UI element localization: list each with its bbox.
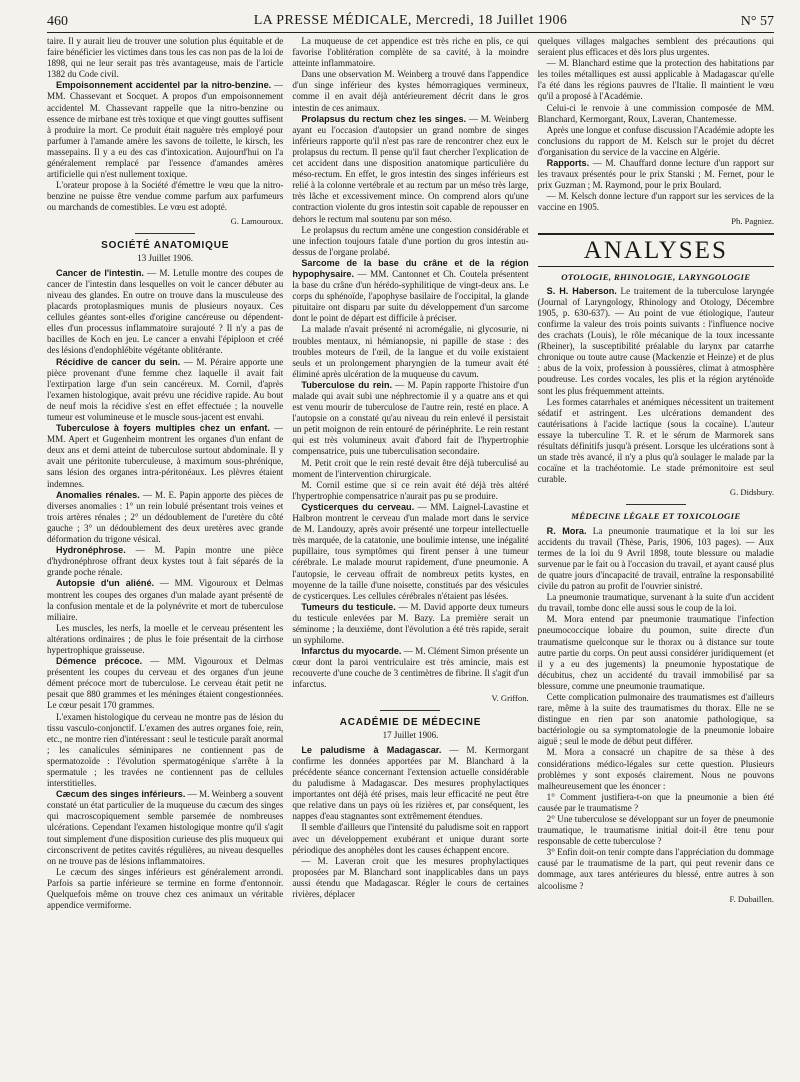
article-heading: Rapports. [546, 158, 590, 169]
article-heading: Récidive de cancer du sein. [56, 356, 181, 367]
article-heading: Le paludisme à Madagascar. [301, 744, 442, 755]
article-heading: Tuberculose à foyers multiples chez un enfant. [56, 423, 270, 434]
article-heading: S. H. Haberson. [546, 285, 617, 296]
article-testicule [292, 602, 528, 646]
column-3 [538, 36, 774, 1082]
article-rein [292, 380, 528, 458]
paragraph: 1° Comment justifiera-t-on que la pneumonie a bien été causée par le traumatisme ? [537, 791, 774, 813]
paragraph: Les formes catarrhales et anémiques nécessitent un traitement sédatif et astringent. Les ulcérations demandent des cautérisations à l'acide lactique (sous la cocaïne). L'auteur essaye la tuberculine T. R. et le sérum de Marmorek sans résultats définitifs jusqu'à présent. Lorsque les ulcérations sont à un stade très avancé, il n'y a plus qu'à soulager le malade par la cocaïne et la trachéotomie. Le stade prémonitoire est seul curable. [537, 396, 774, 485]
article-empoisonnement [47, 80, 283, 180]
article-text: — MM. Vigouroux et Delmas présentent les coupes du cerveau et des organes d'un jeune dément précoce mort de tuberculose. Le cerveau était petit ne pesait que 880 grammes et les méninges étaient congestionnées. Le cœur pesait 170 grammes. [47, 656, 284, 711]
columns [47, 36, 774, 1082]
paragraph: La pneumonie traumatique, survenant à la suite d'un accident du travail, tombe donc elle aussi sous le coup de la loi. [537, 592, 774, 614]
divider [380, 710, 440, 711]
issue-number: N° 57 [740, 14, 774, 29]
signature: V. Griffon. [491, 692, 529, 703]
article-infarctus [292, 646, 528, 690]
analyses-title: ANALYSES [538, 233, 774, 267]
article-text: — M. Papin montre une pièce d'hydronéphrose offrant deux kystes tout à fait séparés de la grande poche rénale. [47, 545, 284, 578]
section-date: 17 Juillet 1906. [382, 729, 439, 740]
article-text: — M. Chauffard donne lecture d'un rapport sur les travaux présentés pour le prix Stanski ; M. Fernet, pour le prix Guzman ; M. Raymond, pour le prix Boulard. [537, 158, 774, 191]
paragraph: Le prolapsus du rectum amène une congestion considérable et une infection toujours fatale d'une portion du gros intestin au-dessus de l'organe prolabé. [292, 224, 529, 257]
divider [135, 233, 195, 234]
article-haberson [538, 286, 774, 397]
article-text: — M. Papin rapporte l'histoire d'un malade qui avait subi une néphrectomie il y a quatre ans et qui est venu mourir de tuberculose de l'autre rein, resté en place. A l'autopsie on a constaté qu'au niveau du rein enlevé il persistait un petit moignon de rein entouré de périnéphrite. Le rein restant qui est très volumineux avait d'abord fait de l'hypertrophie compensatrice, puis une tuberculisation secondaire. [292, 379, 529, 457]
paragraph: L'orateur propose à la Société d'émettre le vœu que la nitro-benzine ne puisse être vendue comme parfum aux parfumeurs ou marchands de comestibles. Le vœu est adopté. [47, 180, 284, 213]
signature: G. Lamouroux. [230, 215, 284, 226]
article-heading: Hydronéphrose. [56, 545, 126, 556]
article-heading: Prolapsus du rectum chez les singes. [301, 113, 467, 124]
article-text: Le traitement de la tuberculose laryngée (Journal of Laryngology, Rhinology and Otology, Décembre 1905, p. 630-637). — Au point de vue étiologique, l'auteur confirme la valeur des trois points suivants : l'influence nocive des crachats (Louis), le rôle mécanique de la toux incessante (Rheiner), la susceptibilité préalable du larynx par catarrhe chronique ou toute autre cause (Mackenzie et Heinze) et de plus : abus de la voix, profession à poussières, climat à atmosphère poudreuse. Les cordes vocales, les plis et la région aryténoïde sont les plus fréquemment atteints. [537, 285, 774, 396]
signature: Ph. Pagniez. [731, 215, 774, 226]
article-demence [47, 656, 283, 711]
signature: F. Dubaillen. [729, 893, 774, 904]
paragraph: Le cæcum des singes inférieurs est généralement arrondi. Parfois sa partie inférieure se termine en forme d'entonnoir. Quelquefois même on trouve chez ces animaux un véritable appendice vermiforme. [47, 866, 284, 911]
paragraph: — M. Blanchard estime que la protection des habitations par les toiles métalliques est aussi applicable à Madagascar qu'elle l'a été dans les régions pauvres de l'Italie. Il maintient le vœu qu'il a proposé à l'Académie. [537, 58, 774, 102]
article-heading: Autopsie d'un aliéné. [56, 578, 155, 589]
paragraph: Après une longue et confuse discussion l'Académie adopte les conclusions du rapport de M. Kelsch sur le projet du décret d'organisation du service de la vaccine en Algérie. [537, 124, 774, 157]
paragraph: Les muscles, les nerfs, la moelle et le cerveau présentent les altérations ordinaires ; de plus le foie présentait de la cirrhose hypertrophique graisseuse. [47, 622, 284, 655]
article-heading: Anomalies rénales. [56, 489, 140, 500]
article-text: — MM. Apert et Gugenheim montrent les organes d'un enfant de deux ans et demi atteint de tuberculose surtout abdominale. Il y avait une péritonite tuberculeuse, à maximum sous-phrénique, sans lésion des organes intra-péritonéaux. Les plèvres étaient indemnes. [47, 423, 284, 489]
paragraph: Il semble d'ailleurs que l'intensité du paludisme soit en rapport avec un développement exubérant et unique durant sorte périodique des anophèles dont les causes échappent encore. [292, 822, 529, 855]
article-text: — MM. Vigouroux et Delmas montrent les coupes des organes d'un malade ayant présenté de la confusion mentale et de la polynévrite et mort de tuberculose miliaire. [47, 578, 284, 622]
article-hydronephrose [47, 545, 283, 578]
paragraph: — M. Kelsch donne lecture d'un rapport sur les services de la vaccine en 1905. [537, 191, 774, 213]
section-title: ACADÉMIE DE MÉDECINE [339, 716, 482, 728]
paragraph: quelques villages malgaches semblent des précautions qui seraient plus efficaces et dès lors plus urgentes. [537, 36, 774, 58]
article-text: — MM. Cantonnet et Ch. Coutela présentent la base du crâne d'un hérédo-syphilitique de vingt-deux ans. Le corps du sphénoïde, l'apophyse basilaire de l'occipital, la glande pituitaire ont disparu par suite du développement d'un sarcome dont le point de départ est difficile à préciser. [292, 268, 529, 324]
paragraph: M. Mora a consacré un chapitre de sa thèse à des considérations médico-légales sur cette question. Plusieurs problèmes y sont exposés clairement. Nous ne pouvons malheureusement que les énoncer : [537, 747, 774, 791]
article-heading: Cancer de l'intestin. [56, 267, 144, 278]
article-sarcome [292, 258, 528, 325]
paragraph: L'examen histologique du cerveau ne montre pas de lésion du tissu vasculo-conjonctif. L'examen des autres organes foie, rein, etc., ne montre rien d'intéressant : seul le testicule paraît anormal ; les canalicules séminipares ne contiennent pas de spermatozoïde : l'évolution spermatogénique s'arrête à la spermatule ; les travées ne contiennent pas de cellules interstitielles. [47, 711, 284, 789]
article-autopsie [47, 578, 283, 622]
paragraph: 3° Enfin doit-on tenir compte dans l'appréciation du dommage causé par le traumatisme de la part, qui peut revenir dans ce dommage, aux tares antérieures du blessé, entre autres à son alcoolisme ? [537, 847, 774, 891]
article-rapports [538, 158, 774, 191]
article-cancer [47, 268, 283, 357]
article-heading: Cysticerques du cerveau. [301, 501, 415, 512]
paragraph: La muqueuse de cet appendice est très riche en plis, ce qui favorise l'oblitération complète de sa cavité, à la moindre atteinte inflammatoire. [292, 36, 529, 69]
article-text: — M. Clément Simon présente un cœur dont la paroi ventriculaire est très amincie, mais est recouverte d'une couche de 3 centimètres de fibrine. Il s'agit d'un infarctus. [292, 646, 529, 690]
paragraph: La malade n'avait présenté ni acromégalie, ni glycosurie, ni troubles mentaux, ni hémianopsie, ni papille de stase : des troubles moteurs de l'œil, de la langue et du voile existaient seuls et un prolongement pharyngien de la tumeur avait été éliminé après ulcération de la muqueuse du cavum. [292, 324, 529, 379]
paragraph: 2° Une tuberculose se développant sur un foyer de pneumonie traumatique, le traumatisme initial doit-il être tenu pour responsable de cette tuberculose ? [537, 814, 774, 847]
article-text: — MM. Chassevant et Socquet. A propos d'un empoisonnement accidentel M. Chassevant rappelle que la nitro-benzine ou essence de mirbane est très toxique et que vingt gouttes suffisent à produire la mort. Ce produit était naguère très employé pour parfumer à l'amande amère les savons de toilette, le kirsch, les massepains. Il y a eu des cas d'intoxication. Aujourd'hui on l'a généralement remplacé par l'essence d'amandes amères artificielle qui n'est nullement toxique. [47, 80, 284, 180]
article-text: — M. E. Papin apporte des pièces de diverses anomalies : 1° un rein lobulé présentant trois veines et trois artères rénales ; 2° un dédoublement de l'uretère du côté gauche ; 3° un dédoublement des deux uretères avec grande déformation du trigone vésical. [47, 489, 284, 545]
article-heading: Empoisonnement accidentel par la nitro-benzine. [56, 80, 272, 91]
article-prolapsus [292, 114, 528, 225]
section-date: 13 Juillet 1906. [137, 252, 194, 263]
paragraph: taire. Il y aurait lieu de trouver une solution plus équitable et de faire bénéficier les victimes dans tous les cas non pas de la loi de 1898, qui ne leur serait pas très avantageuse, mais de l'article 1382 du Code civil. [47, 36, 284, 80]
article-heading: Démence précoce. [56, 656, 143, 667]
subsection-title: OTOLOGIE, RHINOLOGIE, LARYNGOLOGIE [561, 271, 751, 282]
column-2 [292, 36, 528, 1082]
paragraph: Dans une observation M. Weinberg a trouvé dans l'appendice d'un singe inférieur des kystes hémorragiques vermineux, comme il en avait déjà antérieurement décrit dans le gros intestin de ces animaux. [292, 69, 529, 113]
article-text: — M. David apporte deux tumeurs du testicule enlevées par M. Bazy. La première serait un séminome ; la deuxième, dont l'évolution a été très rapide, serait un syphilome. [292, 601, 529, 646]
paragraph: — M. Laveran croit que les mesures prophylactiques proposées par M. Blanchard sont inapplicables dans un pays aussi étendu que Madagascar. Régler le cours de certaines rivières, déplacer [292, 855, 529, 900]
paragraph: M. Mora entend par pneumonie traumatique l'infection pneumococcique lobaire du poumon, suite directe d'un traumatisme quelconque sur le thorax ou à distance sur toute autre partie du corps. On peut aussi considérer juridiquement (et il y a eu des jugements) la pneumonie hypostatique de décubitus, chez un accidenté du travail immobilisé par sa blessure, comme une pneumonie traumatique. [537, 614, 774, 691]
article-text: — M. Letulle montre des coupes de cancer de l'intestin dans lesquelles on voit le cancer débuter au niveau des glandes. En outre on trouve dans la musculeuse des placards protoplasmiques munis de plusieurs noyaux. Ces cellules géantes sont-elles d'origine cancéreuse ou dépendent-elles d'un processus inflammatoire surajouté ? Il n'y a pas de bacilles de Koch en jeu. Le cancer a envahi l'épiploon et créé des lésions d'endophlébite végétante oblitérante. [47, 267, 284, 356]
paragraph: Cette complication pulmonaire des traumatismes est d'ailleurs rare, même à la suite des traumatismes du thorax. Elle ne se distingue en rien par son anatomie pathologique, sa bactériologie ou sa symptomatologie de la pneumonie lobaire aiguë ; seul le mode de début peut différer. [537, 691, 774, 747]
article-heading: Tumeurs du testicule. [301, 601, 396, 612]
article-paludisme [292, 745, 528, 823]
article-heading: Sarcome de la base du crâne et de la région hypophysaire. [292, 257, 529, 279]
article-text: La pneumonie traumatique et la loi sur les accidents du travail (Thèse, Paris, 1906, 103 pages). — Aux termes de la loi du 9 Avril 1898, toute blessure ou maladie survenue par le fait ou à l'occasion du travail, et ayant causé plus de quatre jours d'incapacité de travail, entraîne la responsabilité civile du patron au profit de l'ouvrier sinistré. [537, 525, 774, 592]
article-text: — M. Péraire apporte une pièce provenant d'une femme chez laquelle il avait fait l'extirpation large d'un sein cancéreux. M. Cornil, d'après l'examen histologique, avait prévu une récidive rapide. Au bout de neuf mois la récidive s'est en effet effectuée ; la nouvelle tumeur est volumineuse et le muscle sous-jacent est envahi. [47, 356, 284, 422]
article-caecum [47, 789, 283, 867]
article-text: — M. Kermorgant confirme les données apportées par M. Blanchard à la précédente séance concernant l'extension actuelle considérable du paludisme à Madagascar. Des mesures prophylactiques importantes ont déjà été prises, mais leur efficacité ne peut être que relative dans un pays où les rizières et, par conséquent, les nappes d'eau stagnantes sont extrêmement étendues. [292, 744, 529, 822]
divider [626, 504, 686, 505]
article-heading: Tuberculose du rein. [301, 379, 393, 390]
signature: G. Didsbury. [729, 487, 774, 498]
article-cysticerques [292, 502, 528, 602]
paragraph: M. Cornil estime que si ce rein avait été déjà très altéré l'hypertrophie compensatrice n'aurait pas pu se produire. [292, 479, 529, 501]
paragraph: M. Petit croit que le rein resté devait être déjà tuberculisé au moment de l'intervention chirurgicale. [292, 457, 529, 479]
article-anomalies [47, 490, 283, 545]
article-heading: R. Mora. [546, 525, 587, 536]
article-text: — M. Weinberg ayant eu l'occasion d'autopsier un grand nombre de singes inférieurs rapporte qu'il n'est pas rare de rencontrer chez eux le prolapsus du rectum. Il pense qu'il faut chercher l'explication de cet accident dans une disposition anatomique particulière du méso-rectum. En effet, le gros intestin des singes inférieurs est relié à la colonne vertébrale et au rectum par un méso très large, très lâche et excessivement mince. On comprend alors qu'une contraction violente du gros intestin soit capable de repousser en dehors le rectum mal soutenu par son méso. [292, 113, 529, 224]
section-title: SOCIÉTÉ ANATOMIQUE [101, 239, 230, 251]
article-recidive [47, 357, 283, 424]
article-tuberculose [47, 423, 283, 490]
paragraph: Celui-ci le renvoie à une commission composée de MM. Blanchard, Kermorgant, Roux, Laveran, Chantemesse. [537, 102, 774, 124]
column-1 [47, 36, 283, 1082]
page-header [47, 12, 774, 33]
article-heading: Cæcum des singes inférieurs. [56, 789, 186, 800]
article-mora [538, 526, 774, 593]
page-number: 460 [47, 14, 68, 29]
article-text: — MM. Laignel-Lavastine et Halbron montrent le cerveau d'un malade mort dans le service de M. Landouzy, après avoir présenté une torpeur intellectuelle très marquée, de la catatonie, une boulimie intense, une inégalité pupillaire, tous symptômes qui firent penser à une tumeur cérébrale. Le malade mourut rapidement, d'une pneumonie. A l'autopsie, le cerveau offrait de nombreux petits kystes, en moyenne de la taille d'une noisette, constitués par des vésicules de cysticerques. Les cellules cérébrales n'étaient pas lésées. [292, 501, 529, 601]
article-heading: Infarctus du myocarde. [301, 646, 402, 657]
journal-title: LA PRESSE MÉDICALE, Mercredi, 18 Juillet 1906 [253, 13, 568, 28]
subsection-title: MÉDECINE LÉGALE ET TOXICOLOGIE [571, 511, 741, 522]
article-text: — M. Weinberg a souvent constaté un état particulier de la muqueuse du cæcum des singes qui macroscopiquement semble parsemée de nombreuses ulcérations. Cependant l'examen histologique montre qu'il s'agit tout simplement d'une disposition curieuse des plis muqueux qui circonscrivent de petites cavités régulières, au niveau desquelles on ne trouve pas de lésions inflammatoires. [47, 789, 284, 866]
